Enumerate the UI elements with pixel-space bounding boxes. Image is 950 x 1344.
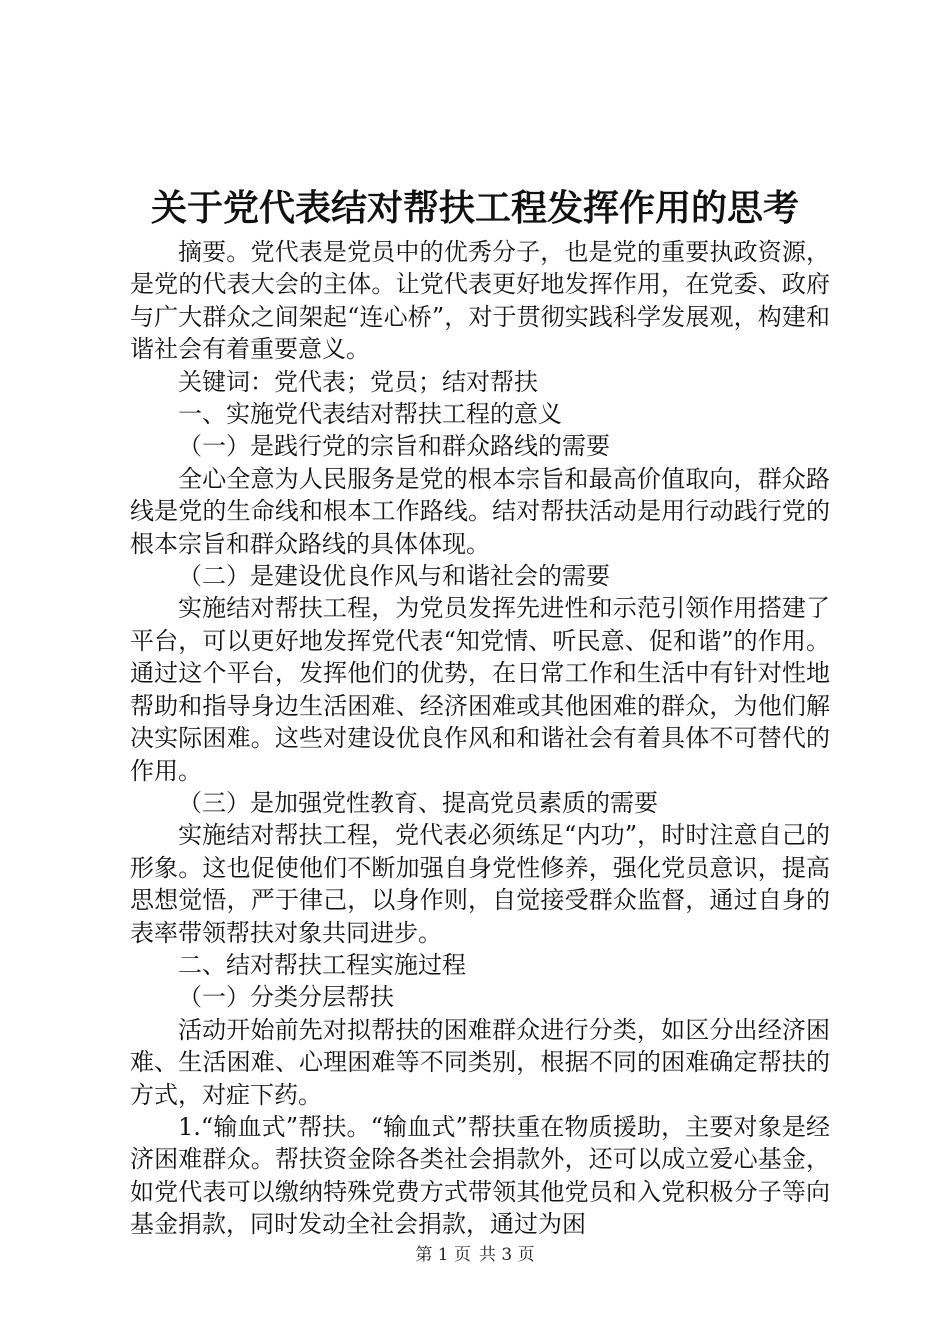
subsection-heading-2-1: （一）分类分层帮扶 bbox=[178, 983, 394, 1012]
section-heading-1: 一、实施党代表结对帮扶工程的意义 bbox=[178, 400, 562, 429]
document-body bbox=[130, 236, 830, 1241]
page-total: 共 3 页 bbox=[479, 1245, 535, 1265]
body-paragraph: 实施结对帮扶工程，为党员发挥先进性和示范引领作用搭建了平台，可以更好地发挥党代表“知党情、听民意、促和谐”的作用。通过这个平台，发挥他们的优势，在日常工作和生活中有针对性地帮助和指导身边生活困难、经济困难或其他困难的群众，为他们解决实际困难。这些对建设优良作风和和谐社会有着具体不可替代的作用。 bbox=[130, 594, 830, 785]
keywords-line: 关键词：党代表；党员；结对帮扶 bbox=[178, 367, 538, 396]
document-title: 关于党代表结对帮扶工程发挥作用的思考 bbox=[150, 187, 799, 229]
subsection-heading-1-3: （三）是加强党性教育、提高党员素质的需要 bbox=[178, 788, 658, 817]
section-heading-2: 二、结对帮扶工程实施过程 bbox=[178, 950, 466, 979]
body-paragraph: 活动开始前先对拟帮扶的困难群众进行分类，如区分出经济困难、生活困难、心理困难等不同类别，根据不同的困难确定帮扶的方式，对症下药。 bbox=[130, 1015, 830, 1109]
body-paragraph: 实施结对帮扶工程，党代表必须练足“内功”，时时注意自己的形象。这也促使他们不断加强自身党性修养，强化党员意识，提高思想觉悟，严于律己，以身作则，自觉接受群众监督，通过自身的表率带领帮扶对象共同进步。 bbox=[130, 821, 830, 947]
page-footer bbox=[0, 1244, 950, 1266]
subsection-heading-1-2: （二）是建设优良作风与和谐社会的需要 bbox=[178, 562, 610, 591]
body-paragraph: 全心全意为人民服务是党的根本宗旨和最高价值取向，群众路线是党的生命线和根本工作路线。结对帮扶活动是用行动践行党的根本宗旨和群众路线的具体体现。 bbox=[130, 464, 830, 558]
body-paragraph: 1.“输血式”帮扶。“输血式”帮扶重在物质援助，主要对象是经济困难群众。帮扶资金除各类社会捐款外，还可以成立爱心基金，如党代表可以缴纳特殊党费方式带领其他党员和入党积极分子等向基金捐款，同时发动全社会捐款，通过为困 bbox=[130, 1112, 830, 1239]
page-number: 第 1 页 bbox=[415, 1245, 471, 1265]
subsection-heading-1-1: （一）是践行党的宗旨和群众路线的需要 bbox=[178, 432, 610, 461]
abstract-paragraph: 摘要。党代表是党员中的优秀分子，也是党的重要执政资源，是党的代表大会的主体。让党代表更好地发挥作用，在党委、政府与广大群众之间架起“连心桥”，对于贯彻实践科学发展观，构建和谐社会有着重要意义。 bbox=[130, 238, 830, 364]
